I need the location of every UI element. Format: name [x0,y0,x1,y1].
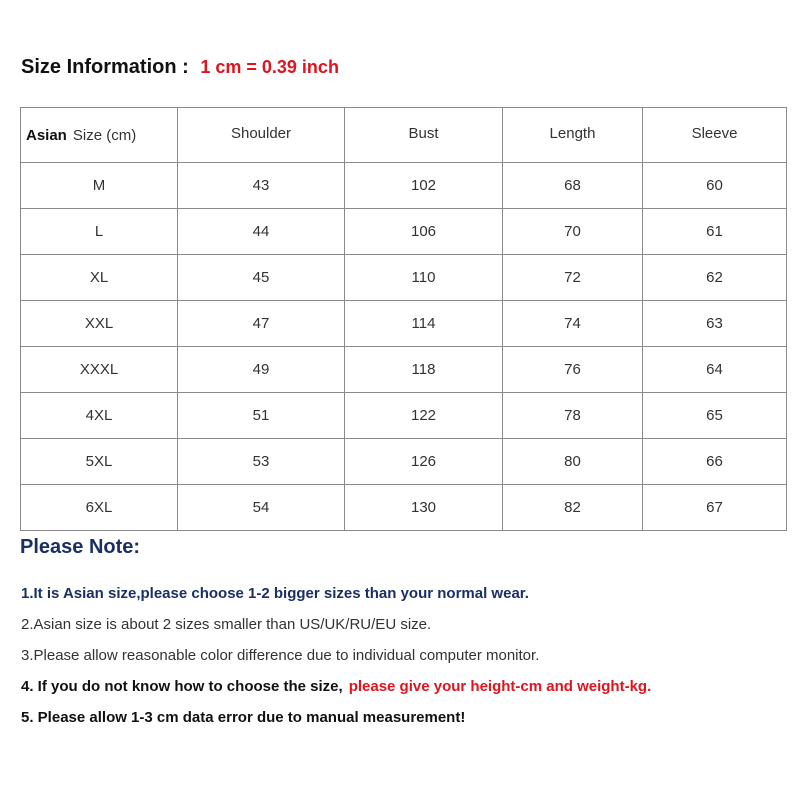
table-row [21,439,787,485]
cell-shoulder: 43 [178,163,345,209]
cell-length: 78 [503,393,643,439]
table-row [21,209,787,255]
cell-length: 72 [503,255,643,301]
cell-size: XL [21,255,178,301]
cell-size: 6XL [21,485,178,531]
cell-bust: 130 [345,485,503,531]
header-asian-label: Asian [26,126,67,144]
note-4-text: 4. If you do not know how to choose the size, [21,678,343,695]
cell-sleeve: 65 [643,393,787,439]
note-5: 5. Please allow 1-3 cm data error due to manual measurement! [21,709,466,726]
note-2: 2.Asian size is about 2 sizes smaller than US/UK/RU/EU size. [21,616,432,633]
cell-shoulder: 45 [178,255,345,301]
cell-size: 4XL [21,393,178,439]
cell-bust: 110 [345,255,503,301]
cell-bust: 114 [345,301,503,347]
table-row [21,485,787,531]
cell-shoulder: 49 [178,347,345,393]
cell-bust: 106 [345,209,503,255]
table-row [21,347,787,393]
cell-shoulder: 44 [178,209,345,255]
cell-shoulder: 54 [178,485,345,531]
header-shoulder: Shoulder [178,108,345,163]
cell-sleeve: 63 [643,301,787,347]
cell-shoulder: 47 [178,301,345,347]
cell-length: 74 [503,301,643,347]
cell-shoulder: 51 [178,393,345,439]
please-note-heading: Please Note: [20,536,141,558]
cell-length: 70 [503,209,643,255]
cell-length: 80 [503,439,643,485]
cell-sleeve: 64 [643,347,787,393]
cell-size: XXXL [21,347,178,393]
cell-sleeve: 61 [643,209,787,255]
note-3: 3.Please allow reasonable color difference due to individual computer monitor. [21,647,540,664]
table-row [21,163,787,209]
table-row [21,255,787,301]
cell-size: 5XL [21,439,178,485]
cell-sleeve: 66 [643,439,787,485]
header-sleeve: Sleeve [643,108,787,163]
cell-length: 68 [503,163,643,209]
header-size-label: Size (cm) [72,126,137,144]
size-information-title [21,56,339,79]
cell-sleeve: 67 [643,485,787,531]
cell-bust: 118 [345,347,503,393]
cell-size: M [21,163,178,209]
header-length: Length [503,108,643,163]
cell-size: XXL [21,301,178,347]
header-bust: Bust [345,108,503,163]
cell-bust: 122 [345,393,503,439]
cell-length: 82 [503,485,643,531]
cell-sleeve: 62 [643,255,787,301]
table-header-row [21,108,787,163]
size-table [20,107,787,531]
cell-bust: 126 [345,439,503,485]
cell-sleeve: 60 [643,163,787,209]
title-label: Size Information : [21,56,189,78]
note-4 [21,678,651,695]
cell-shoulder: 53 [178,439,345,485]
cell-size: L [21,209,178,255]
note-4-highlight: please give your height-cm and weight-kg. [348,678,652,695]
table-row [21,393,787,439]
cell-length: 76 [503,347,643,393]
header-size [21,108,178,163]
table-row [21,301,787,347]
conversion-note: 1 cm = 0.39 inch [200,57,339,77]
note-1: 1.It is Asian size,please choose 1-2 bigger sizes than your normal wear. [21,585,529,602]
cell-bust: 102 [345,163,503,209]
